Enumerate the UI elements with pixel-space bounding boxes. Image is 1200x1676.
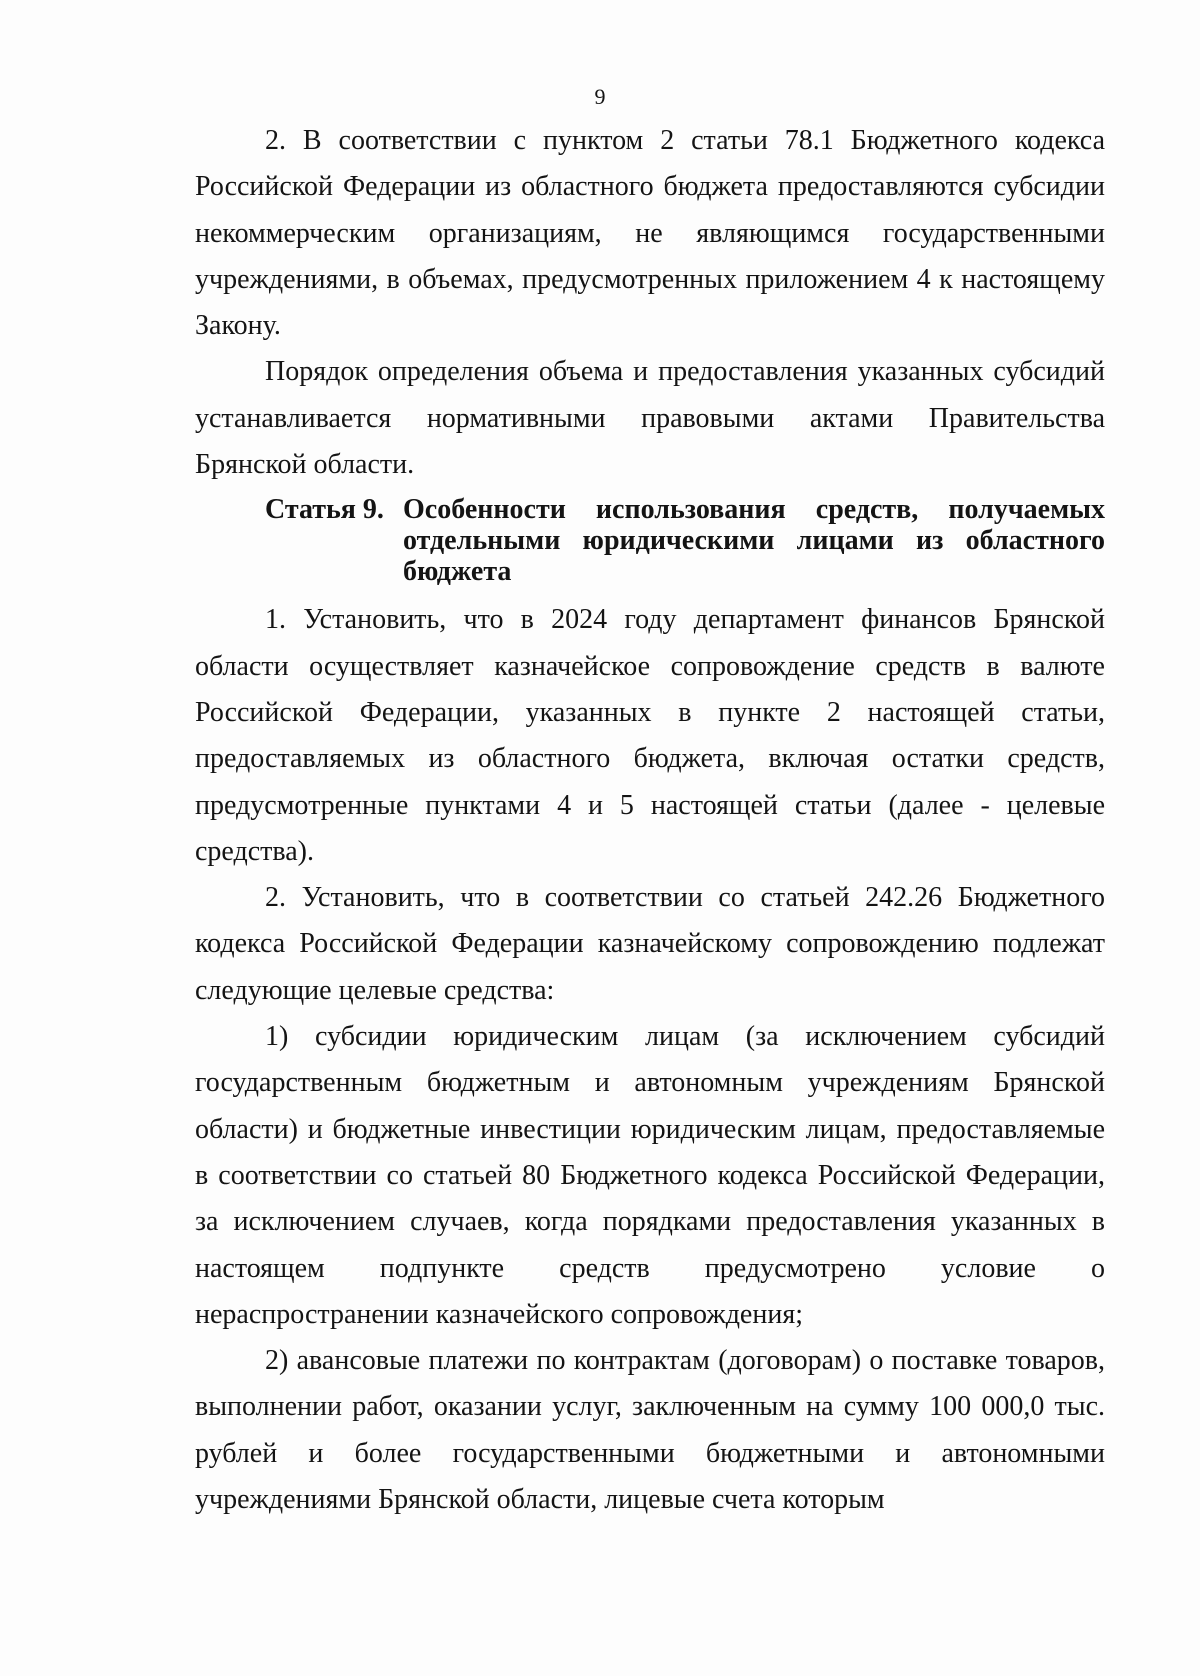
article-heading [265,494,1105,587]
article-title: Особенности использования средств, получаемых отдельными юридическими лицами из областного бюджета [403,494,1105,588]
article-paragraph-1: 1. Установить, что в 2024 году департамент финансов Брянской области осуществляет казначейское сопровождение средств в валюте Российской Федерации, указанных в пункте 2 настоящей статьи, предоставляемых из областного бюджета, включая остатки средств, предусмотренные пунктами 4 и 5 настоящей статьи (далее - целевые средства). [195,604,1105,867]
paragraph-subsidies-noncommercial: 2. В соответствии с пунктом 2 статьи 78.1 Бюджетного кодекса Российской Федерации из областного бюджета предоставляются субсидии некоммерческим организациям, не являющимся государственными учреждениями, в объемах, предусмотренных приложением 4 к настоящему Закону. [195,125,1105,342]
page-number: 9 [594,84,606,109]
article-label: Статья 9. [265,494,384,526]
article-subitem-1: 1) субсидии юридическим лицам (за исключением субсидий государственным бюджетным и автономным учреждениям Брянской области) и бюджетные инвестиции юридическим лицам, предоставляемые в соответствии со статьей 80 Бюджетного кодекса Российской Федерации, за исключением случаев, когда порядками предоставления указанных в настоящем подпункте средств предусмотрено условие о нераспространении казначейского сопровождения; [195,1021,1105,1330]
article-subitem-2: 2) авансовые платежи по контрактам (договорам) о поставке товаров, выполнении работ, оказании услуг, заключенным на сумму 100 000,0 тыс. рублей и более государственными бюджетными и автономными учреждениями Брянской области, лицевые счета которым [195,1345,1105,1516]
paragraph-subsidies-procedure: Порядок определения объема и предоставления указанных субсидий устанавливается нормативными правовыми актами Правительства Брянской области. [195,356,1105,481]
article-paragraph-2: 2. Установить, что в соответствии со статьей 242.26 Бюджетного кодекса Российской Федерации казначейскому сопровождению подлежат следующие целевые средства: [195,882,1105,1006]
document-body [195,118,1105,1523]
